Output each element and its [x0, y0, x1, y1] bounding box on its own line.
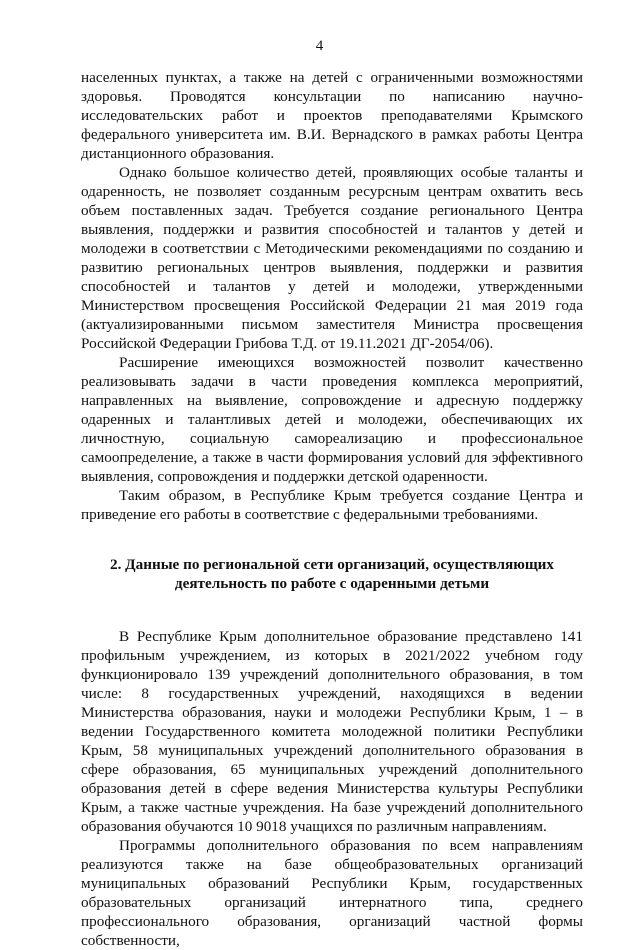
paragraph: Расширение имеющихся возможностей позволит качественно реализовывать задачи в части проведения комплекса мероприятий, направленных на выявление, сопровождение и адресную поддержку одаренных и талантливых детей и молодежи, обеспечивающих их личностную, социальную самореализацию и профессиональное самоопределение, а также в части формирования условий для эффективного выявления, сопровождения и поддержки детской одаренности. [81, 354, 583, 485]
page-number: 4 [315, 38, 324, 54]
paragraph: Однако большое количество детей, проявляющих особые таланты и одаренность, не позволяет созданным ресурсным центрам охватить весь объем поставленных задач. Требуется создание регионального Центра выявления, поддержки и развития способностей и талантов у детей и молодежи в соответствии с Методическими рекомендациями по созданию и развитию региональных центров выявления, поддержки и развития способностей и талантов у детей и молодежи, утвержденными Министерством просвещения Российской Федерации 21 мая 2019 года (актуализированными письмом заместителя Министра просвещения Российской Федерации Грибова Т.Д. от 19.11.2021 ДГ-2054/06). [81, 164, 583, 352]
document-body [81, 68, 583, 950]
paragraph: Таким образом, в Республике Крым требуется создание Центра и приведение его работы в соответствие с федеральными требованиями. [81, 487, 583, 523]
section-heading: 2. Данные по региональной сети организаций, осуществляющих деятельность по работе с одаренными детьми [109, 556, 555, 592]
paragraph: Программы дополнительного образования по всем направлениям реализуются также на базе общеобразовательных организаций муниципальных образований Республики Крым, государственных образовательных организаций интернатного типа, среднего профессионального образования, организаций частной формы собственности, [81, 837, 583, 949]
paragraph-continuation: населенных пунктах, а также на детей с ограниченными возможностями здоровья. Проводятся консультации по написанию научно-исследовательских работ и проектов преподавателями Крымского федерального университета им. В.И. Вернадского в рамках работы Центра дистанционного образования. [81, 69, 583, 162]
paragraph: В Республике Крым дополнительное образование представлено 141 профильным учреждением, из которых в 2021/2022 учебном году функционировало 139 учреждений дополнительного образования, в том числе: 8 государственных учреждений, находящихся в ведении Министерства образования, науки и молодежи Республики Крым, 1 – в ведении Государственного комитета молодежной политики Республики Крым, 58 муниципальных учреждений дополнительного образования в сфере образования, 65 муниципальных учреждений дополнительного образования детей в сфере ведения Министерства культуры Республики Крым, а также частные учреждения. На базе учреждений дополнительного образования обучаются 10 9018 учащихся по различным направлениям. [81, 628, 583, 835]
